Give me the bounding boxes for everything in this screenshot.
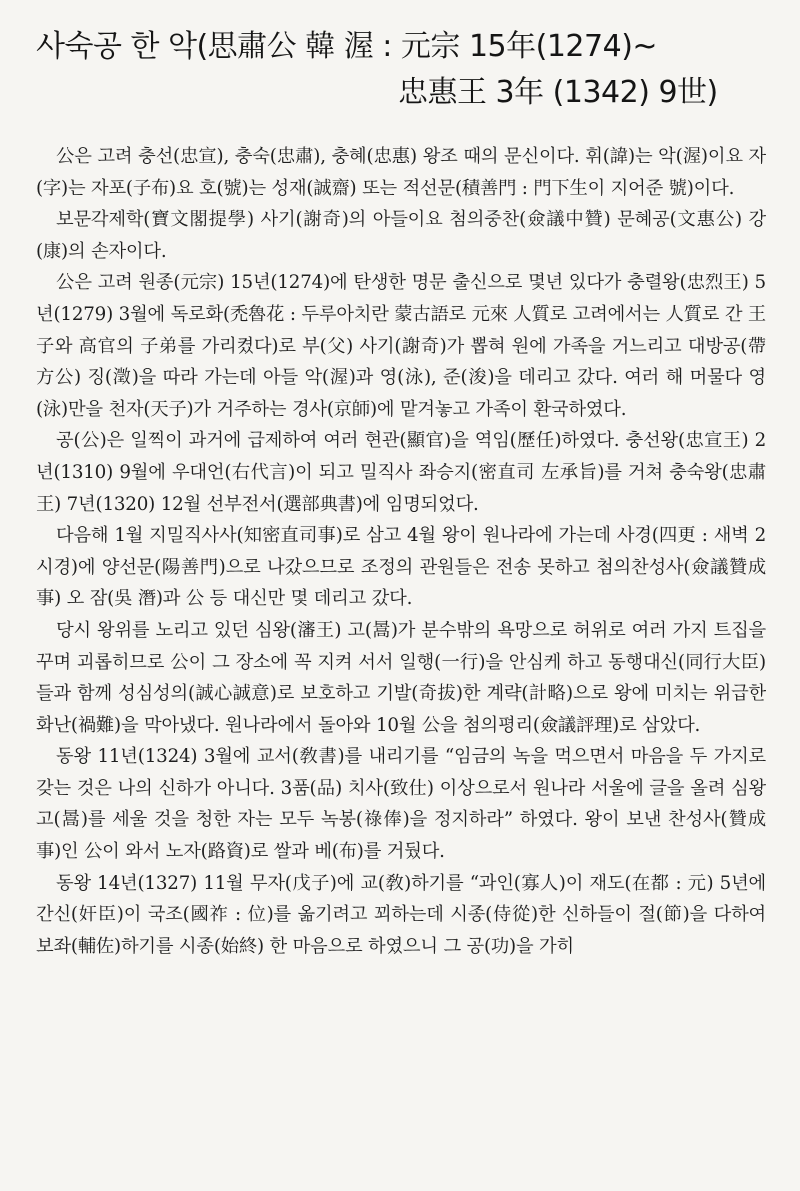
title-line-2: 忠惠王 3年 (1342) 9世) bbox=[398, 75, 718, 110]
paragraph-7: 동왕 11년(1324) 3월에 교서(敎書)를 내리기를 “임금의 녹을 먹으면서 마음을 두 가지로 갖는 것은 나의 신하가 아니다. 3품(品) 치사(致仕) 이상으로서 원나라 서울에 글을 올려 심왕 고(暠)를 세울 것을 청한 자는 모두 녹봉(祿俸)을 정지하라” 하였다. 왕이 보낸 찬성사(贊成事)인 公이 와서 노자(路資)로 쌀과 베(布)를 거뒀다. bbox=[36, 746, 766, 863]
paragraph-1: 公은 고려 충선(忠宣), 충숙(忠肅), 충혜(忠惠) 왕조 때의 문신이다. 휘(諱)는 악(渥)이요 자(字)는 자포(子布)요 호(號)는 성재(誠齋) 또는 적선문(積善門 : 門下生이 지어준 號)이다. bbox=[36, 146, 766, 199]
paragraph-8: 동왕 14년(1327) 11월 무자(戊子)에 교(敎)하기를 “과인(寡人)이 재도(在都 : 元) 5년에 간신(奸臣)이 국조(國祚 : 位)를 옮기려고 꾀하는데 시종(侍從)한 신하들이 절(節)을 다하여 보좌(輔佐)하기를 시종(始終) 한 마음으로 하였으니 그 공(功)을 가히 bbox=[36, 872, 766, 957]
body-text bbox=[36, 141, 766, 962]
page-title bbox=[36, 24, 776, 116]
paragraph-3: 公은 고려 원종(元宗) 15년(1274)에 탄생한 명문 출신으로 몇년 있다가 충렬왕(忠烈王) 5년(1279) 3월에 독로화(禿魯花 : 두루아치란 蒙古語로 元來 人質로 고려에서는 人質로 간 王子와 高官의 子弟를 가리켰다)로 부(父) 사기(謝奇)가 뽑혀 원에 가족을 거느리고 대방공(帶方公) 징(澂)을 따라 가는데 아들 악(渥)과 영(泳), 준(浚)을 데리고 갔다. 여러 해 머물다 영(泳)만을 천자(天子)가 거주하는 경사(京師)에 맡겨놓고 가족이 환국하였다. bbox=[36, 272, 766, 420]
paragraph-2: 보문각제학(寶文閣提學) 사기(謝奇)의 아들이요 첨의중찬(僉議中贊) 문혜공(文惠公) 강(康)의 손자이다. bbox=[36, 209, 766, 262]
paragraph-4: 공(公)은 일찍이 과거에 급제하여 여러 현관(顯官)을 역임(歷任)하였다. 충선왕(忠宣王) 2년(1310) 9월에 우대언(右代言)이 되고 밀직사 좌승지(密直司 左承旨)를 거쳐 충숙왕(忠肅王) 7년(1320) 12월 선부전서(選部典書)에 임명되었다. bbox=[36, 430, 766, 515]
paragraph-6: 당시 왕위를 노리고 있던 심왕(瀋王) 고(暠)가 분수밖의 욕망으로 허위로 여러 가지 트집을 꾸며 괴롭히므로 公이 그 장소에 꼭 지켜 서서 일행(一行)을 안심케 하고 동행대신(同行大臣)들과 함께 성심성의(誠心誠意)로 보호하고 기발(奇拔)한 계략(計略)으로 왕에 미치는 위급한 화난(禍難)을 막아냈다. 원나라에서 돌아와 10월 公을 첨의평리(僉議評理)로 삼았다. bbox=[36, 619, 766, 736]
paragraph-5: 다음해 1월 지밀직사사(知密直司事)로 삼고 4월 왕이 원나라에 가는데 사경(四更 : 새벽 2시경)에 양선문(陽善門)으로 나갔으므로 조정의 관원들은 전송 못하고 첨의찬성사(僉議贊成事) 오 잠(吳 潛)과 公 등 대신만 몇 데리고 갔다. bbox=[36, 525, 766, 610]
title-line-1: 사숙공 한 악(思肅公 韓 渥 : 元宗 15年(1274)~ bbox=[36, 29, 658, 64]
